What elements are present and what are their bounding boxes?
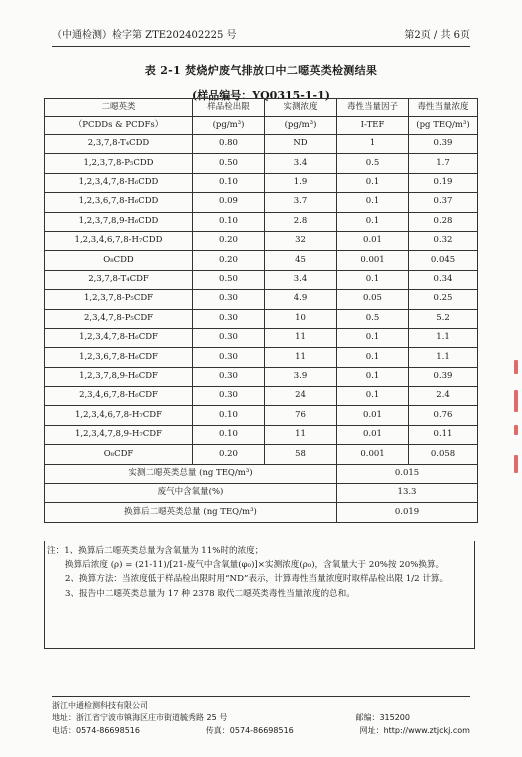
cell-measured: ND <box>265 135 337 154</box>
cell-teq: 0.25 <box>409 290 478 309</box>
cell-compound: 1,2,3,6,7,8-H₆CDF <box>45 348 193 367</box>
header-row-1 <box>45 99 478 117</box>
table-row <box>45 154 478 173</box>
cell-compound: 1,2,3,7,8-P₅CDF <box>45 290 193 309</box>
table-row <box>45 173 478 192</box>
cell-compound: 2,3,4,7,8-P₅CDF <box>45 309 193 328</box>
footer-address: 地址：浙江省宁波市镇海区庄市街道毓秀路 25 号 <box>52 713 228 723</box>
cell-tef: 0.1 <box>337 387 409 406</box>
cell-teq: 0.39 <box>409 135 478 154</box>
cell-detect-limit: 0.10 <box>193 212 265 231</box>
cell-tef: 0.1 <box>337 328 409 347</box>
table-row <box>45 251 478 270</box>
cell-detect-limit: 0.10 <box>193 173 265 192</box>
cell-teq: 2.4 <box>409 387 478 406</box>
header-teq-unit: (pg TEQ/m³) <box>409 117 478 135</box>
cell-measured: 76 <box>265 406 337 425</box>
cell-teq: 1.1 <box>409 328 478 347</box>
footer-phone: 电话：0574-86698516 <box>52 725 140 735</box>
cell-compound: 1,2,3,7,8,9-H₆CDD <box>45 212 193 231</box>
table-row <box>45 135 478 154</box>
cell-compound: 1,2,3,4,7,8-H₆CDF <box>45 328 193 347</box>
header-name: 二噁英类 <box>45 99 193 117</box>
cell-detect-limit: 0.30 <box>193 367 265 386</box>
cell-teq: 0.19 <box>409 173 478 192</box>
table-row <box>45 193 478 212</box>
cell-tef: 0.1 <box>337 348 409 367</box>
header-teq: 毒性当量浓度 <box>409 99 478 117</box>
table-row <box>45 348 478 367</box>
table-row <box>45 406 478 425</box>
table-row <box>45 212 478 231</box>
table-row <box>45 425 478 444</box>
cell-teq: 0.28 <box>409 212 478 231</box>
notes-section <box>44 541 475 649</box>
footer-website: 网址：http://www.ztjckj.com <box>359 725 470 735</box>
cell-teq: 0.34 <box>409 270 478 289</box>
cell-measured: 1.9 <box>265 173 337 192</box>
page-number: 第2页 / 共 6页 <box>404 30 470 41</box>
table-row <box>45 445 478 464</box>
header-name-sub: （PCDDs & PCDFs） <box>45 117 193 135</box>
footer-fax: 传真：0574-86698516 <box>205 725 294 735</box>
header-detect-limit-unit: (pg/m³) <box>193 117 265 135</box>
table-row <box>45 231 478 250</box>
cell-teq: 5.2 <box>409 309 478 328</box>
cell-measured: 32 <box>265 231 337 250</box>
summary-value: 0.015 <box>337 464 478 483</box>
cell-compound: O₈CDD <box>45 251 193 270</box>
table-title: 表 2-1 焚烧炉废气排放口中二噁英类检测结果 <box>144 64 378 77</box>
header-measured-unit: (pg/m³) <box>265 117 337 135</box>
cell-tef: 0.01 <box>337 425 409 444</box>
table-row <box>45 290 478 309</box>
seal-edge-mark <box>514 455 518 473</box>
cell-detect-limit: 0.50 <box>193 154 265 173</box>
cell-compound: 2,3,7,8-T₄CDD <box>45 135 193 154</box>
header-measured: 实测浓度 <box>265 99 337 117</box>
cell-compound: 1,2,3,4,6,7,8-H₇CDD <box>45 231 193 250</box>
cell-teq: 0.37 <box>409 193 478 212</box>
summary-row <box>45 484 478 503</box>
table-row <box>45 387 478 406</box>
note-1-formula: 换算后浓度 (ρ) = (21-11)/[21-废气中含氧量(φ₀)]×实测浓度(ρ₀)，含氧量大于 20%按 20%换算。 <box>65 560 445 571</box>
cell-detect-limit: 0.10 <box>193 425 265 444</box>
cell-compound: 1,2,3,7,8,9-H₆CDF <box>45 367 193 386</box>
page-header <box>52 26 470 47</box>
summary-label: 换算后二噁英类总量 (ng TEQ/m³) <box>45 503 337 522</box>
note-3: 3、报告中二噁英类总量为 17 种 2378 取代二噁英类毒性当量浓度的总和。 <box>65 588 355 599</box>
cell-measured: 24 <box>265 387 337 406</box>
header-factor: 毒性当量因子 <box>337 99 409 117</box>
cell-measured: 3.4 <box>265 270 337 289</box>
cell-detect-limit: 0.20 <box>193 231 265 250</box>
cell-measured: 4.9 <box>265 290 337 309</box>
cell-teq: 0.76 <box>409 406 478 425</box>
cell-detect-limit: 0.30 <box>193 328 265 347</box>
cell-tef: 0.001 <box>337 445 409 464</box>
table-row <box>45 367 478 386</box>
cell-compound: O₈CDF <box>45 445 193 464</box>
summary-value: 0.019 <box>337 503 478 522</box>
seal-edge-mark <box>514 390 518 412</box>
table-row <box>45 270 478 289</box>
cell-detect-limit: 0.20 <box>193 445 265 464</box>
seal-edge-mark <box>514 425 518 435</box>
cell-measured: 11 <box>265 348 337 367</box>
cell-tef: 0.5 <box>337 154 409 173</box>
cell-measured: 2.8 <box>265 212 337 231</box>
cell-tef: 0.05 <box>337 290 409 309</box>
summary-row <box>45 464 478 483</box>
cell-compound: 1,2,3,4,6,7,8-H₇CDF <box>45 406 193 425</box>
table-row <box>45 309 478 328</box>
summary-value: 13.3 <box>337 484 478 503</box>
summary-label: 实测二噁英类总量 (ng TEQ/m³) <box>45 464 337 483</box>
cell-compound: 1,2,3,7,8-P₅CDD <box>45 154 193 173</box>
cell-tef: 1 <box>337 135 409 154</box>
cell-compound: 1,2,3,6,7,8-H₆CDD <box>45 193 193 212</box>
summary-row <box>45 503 478 522</box>
cell-compound: 2,3,4,6,7,8-H₆CDF <box>45 387 193 406</box>
cell-detect-limit: 0.30 <box>193 290 265 309</box>
cell-measured: 45 <box>265 251 337 270</box>
seal-edge-mark <box>514 360 518 374</box>
cell-tef: 0.1 <box>337 367 409 386</box>
cell-compound: 2,3,7,8-T₄CDF <box>45 270 193 289</box>
cell-tef: 0.1 <box>337 212 409 231</box>
cell-detect-limit: 0.50 <box>193 270 265 289</box>
footer-postcode: 邮编：315200 <box>355 713 410 723</box>
page-footer <box>52 696 470 737</box>
cell-detect-limit: 0.80 <box>193 135 265 154</box>
cell-teq: 0.045 <box>409 251 478 270</box>
cell-measured: 58 <box>265 445 337 464</box>
cell-compound: 1,2,3,4,7,8,9-H₇CDF <box>45 425 193 444</box>
cell-teq: 1.7 <box>409 154 478 173</box>
header-detect-limit: 样品检出限 <box>193 99 265 117</box>
cell-measured: 3.7 <box>265 193 337 212</box>
cell-detect-limit: 0.30 <box>193 387 265 406</box>
cell-detect-limit: 0.30 <box>193 309 265 328</box>
note-2: 2、换算方法：当浓度低于样品检出限时用“ND”表示，计算毒性当量浓度时取样品检出限 1/2 计算。 <box>65 574 449 585</box>
cell-compound: 1,2,3,4,7,8-H₆CDD <box>45 173 193 192</box>
cell-teq: 0.39 <box>409 367 478 386</box>
cell-measured: 3.9 <box>265 367 337 386</box>
cell-tef: 0.1 <box>337 193 409 212</box>
cell-tef: 0.001 <box>337 251 409 270</box>
title-block <box>0 62 522 103</box>
cell-tef: 0.5 <box>337 309 409 328</box>
cell-measured: 11 <box>265 328 337 347</box>
summary-label: 废气中含氧量(%) <box>45 484 337 503</box>
cell-detect-limit: 0.09 <box>193 193 265 212</box>
cell-tef: 0.1 <box>337 173 409 192</box>
cell-teq: 0.11 <box>409 425 478 444</box>
cell-detect-limit: 0.10 <box>193 406 265 425</box>
cell-tef: 0.01 <box>337 231 409 250</box>
report-number: （中通检测）检字第 ZTE202402225 号 <box>52 30 237 41</box>
results-table <box>44 98 478 523</box>
cell-detect-limit: 0.30 <box>193 348 265 367</box>
header-row-2 <box>45 117 478 135</box>
cell-measured: 10 <box>265 309 337 328</box>
cell-tef: 0.1 <box>337 270 409 289</box>
cell-teq: 0.058 <box>409 445 478 464</box>
header-factor-sub: I-TEF <box>337 117 409 135</box>
cell-tef: 0.01 <box>337 406 409 425</box>
cell-measured: 11 <box>265 425 337 444</box>
cell-teq: 1.1 <box>409 348 478 367</box>
footer-company: 浙江中通检测科技有限公司 <box>52 701 148 710</box>
cell-teq: 0.32 <box>409 231 478 250</box>
cell-measured: 3.4 <box>265 154 337 173</box>
note-1: 注：1、换算后二噁英类总量为含氧量为 11%时的浓度； <box>47 546 264 556</box>
table-row <box>45 328 478 347</box>
sample-id: (样品编号：YQ0315-1-1) <box>192 89 330 102</box>
cell-detect-limit: 0.20 <box>193 251 265 270</box>
